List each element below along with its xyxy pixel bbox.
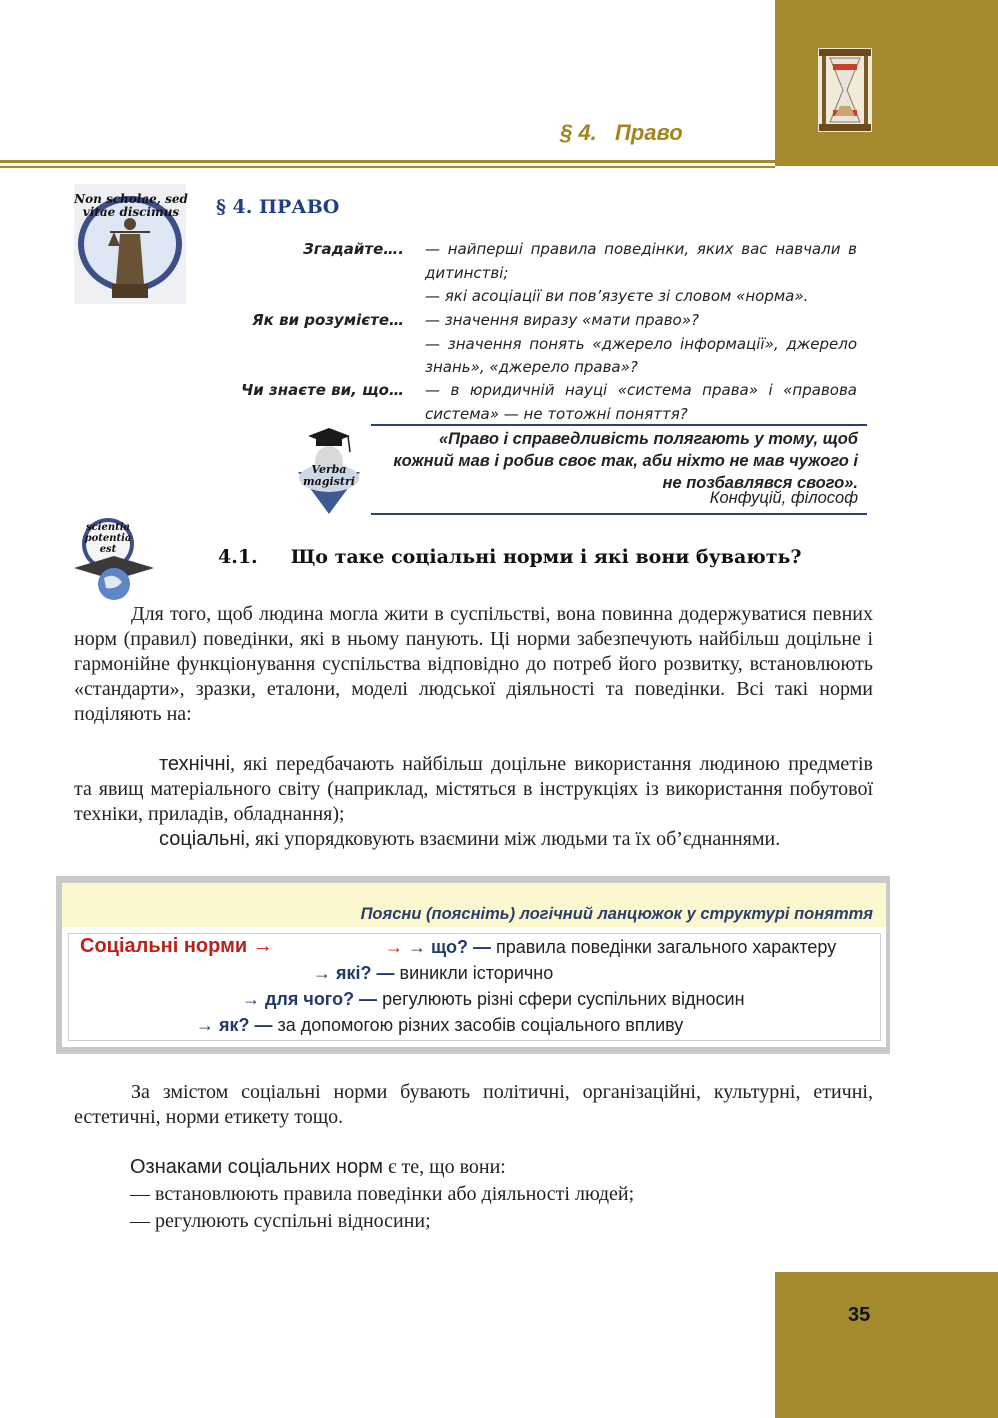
header-rule-thin (0, 166, 775, 168)
subsection-heading: 4.1. Що таке соціальні норми і які вони бувають? (218, 546, 802, 568)
logic-chain-caption: Поясни (поясніть) логічний ланцюжок у структурі поняття (360, 905, 873, 923)
footer-gold-block (775, 1272, 998, 1418)
chain-row (313, 963, 553, 984)
recall-answer-line: — значення понять «джерело інформації», джерело знань», «джерело права»? (425, 334, 857, 376)
intro-text: Для того, щоб людина могла жити в суспільстві, вона повинна додержуватися певних норм (правил) поведінки, які в ньому панують. Ці норми забезпечують найбільш доцільне і гармонійне функціонування суспільства відповідно до потреб його розвитку, встановлюють «стандарти», зразки, еталони, моделі людської діяльності та поведінки. Всі такі норми поділяють на: (74, 603, 873, 725)
recall-answer-line: — значення виразу «мати право»? (425, 311, 699, 329)
quote-author: Конфуцій, філософ (709, 489, 858, 507)
page-number: 35 (848, 1304, 871, 1326)
term-social: соціальні (159, 828, 245, 850)
quote-text: «Право і справедливість полягають у тому, щоб кожний мав і робив своє так, аби ніхто не мав чужого і не позбавлявся свого». (393, 430, 858, 492)
recall-answer-line: — найперші правила поведінки, яких вас навчали в дитинстві; (425, 240, 857, 282)
motto-scientia: scientia potentia est (84, 522, 132, 555)
chain-row: → → що? — правила поведінки загального характеру (385, 937, 837, 957)
recall-answer (425, 238, 857, 309)
header-gold-block (775, 0, 998, 166)
chain-answer: правила поведінки загального характеру (490, 937, 837, 957)
chain-head: Соціальні норми → (80, 935, 273, 957)
chain-answer: за допомогою різних засобів соціального впливу (272, 1015, 684, 1035)
recall-question: Згадайте…. (303, 240, 404, 258)
content-paragraph (74, 1080, 873, 1130)
term-technical: технічні (159, 753, 231, 775)
recall-answer-line: — які асоціації ви пов’язуєте зі словом «норма». (425, 287, 809, 305)
running-header-title: § 4. Право (560, 120, 683, 145)
term-signs: Ознаками соціальних норм (130, 1156, 383, 1178)
header-rule (0, 160, 775, 163)
chain-question: → які? — (313, 963, 395, 983)
chain-row (242, 989, 745, 1010)
technical-text: , які передбачають найбільш доцільне використання людиною предметів та явищ матеріального світу (наприклад, містяться в інструкціях із використання побутової техніки, приладів, обладнання); (74, 753, 873, 825)
chain-question: → як? — (196, 1015, 273, 1035)
social-paragraph (74, 827, 873, 852)
quote-rule-top (371, 424, 867, 426)
recall-question: Як ви розумієте… (252, 311, 404, 329)
list-item: — встановлюють правила поведінки або діяльності людей; (130, 1183, 635, 1205)
quote-rule-bottom (371, 513, 867, 515)
chain-question: → для чого? — (242, 989, 378, 1009)
section-title: § 4. ПРАВО (216, 196, 340, 218)
intro-paragraph (74, 602, 873, 727)
motto-top: Non scholae, sed vitae discimus (74, 192, 188, 219)
content-text: За змістом соціальні норми бувають політичні, організаційні, культурні, етичні, естетичні, норми етикету тощо. (74, 1081, 873, 1128)
technical-paragraph (74, 752, 873, 827)
recall-answer (425, 309, 857, 380)
signs-list (130, 1181, 634, 1235)
chain-answer: виникли історично (394, 963, 554, 983)
chain-answer: регулюють різні сфери суспільних відносин (377, 989, 745, 1009)
signs-paragraph (130, 1156, 506, 1179)
hourglass-icon (816, 46, 874, 134)
list-item: — регулюють суспільні відносини; (130, 1210, 431, 1232)
recall-answer (425, 379, 857, 426)
recall-question: Чи знаєте ви, що… (241, 381, 404, 399)
social-text: , які упорядковують взаємини між людьми та їх об’єднаннями. (244, 828, 781, 850)
chain-question: → що? — (408, 937, 491, 957)
signs-text: є те, що вони: (382, 1156, 506, 1178)
chain-row (196, 1015, 683, 1036)
motto-verba: Verba magistri (303, 463, 355, 488)
recall-answer-line: — в юридичній науці «система права» і «правова система» — не тотожні поняття? (425, 381, 857, 423)
